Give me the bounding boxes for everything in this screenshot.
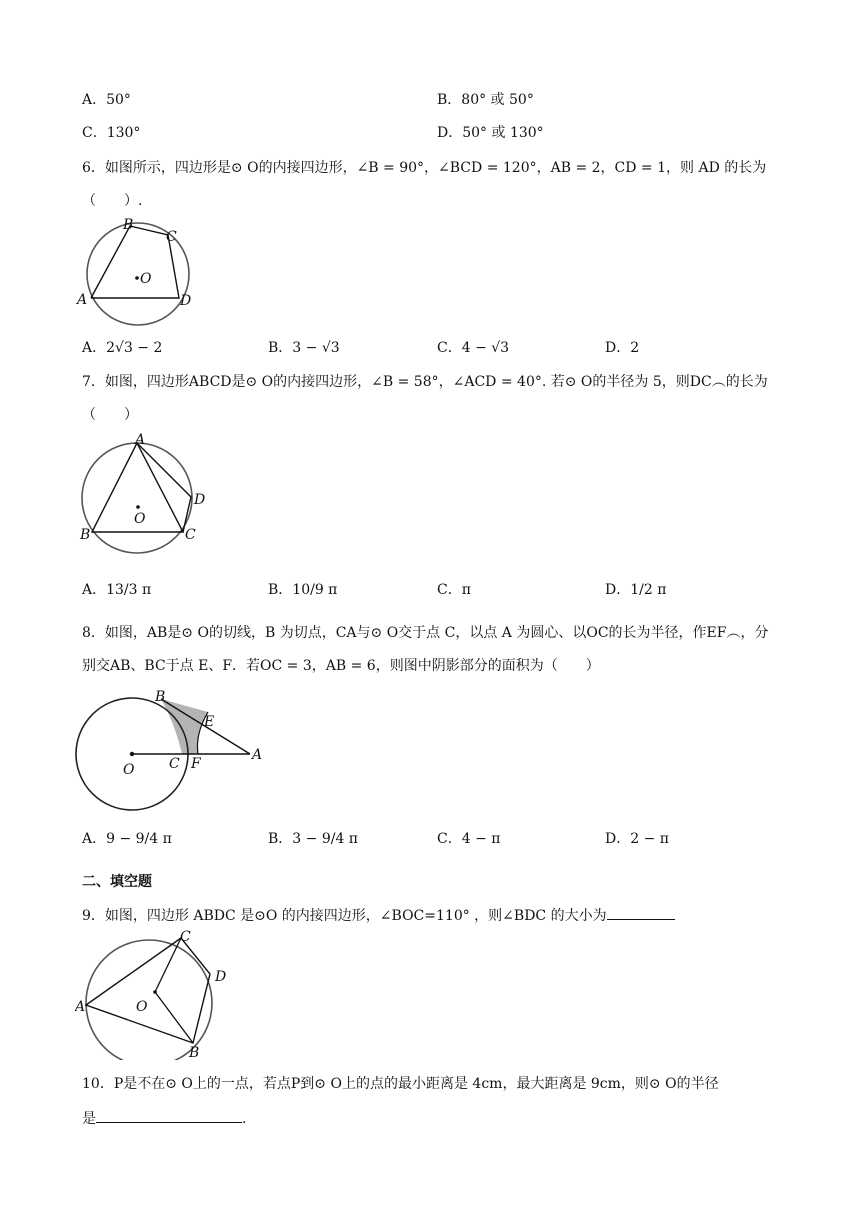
q8-center-dot xyxy=(130,752,134,756)
q8-option-d: D．2 − π xyxy=(605,831,669,847)
q6-option-a: A．2√3 − 2 xyxy=(82,340,163,356)
q7-option-b: B．10/9 π xyxy=(268,582,338,598)
q8-label-b: B xyxy=(155,690,166,705)
q7-option-a: A．13/3 π xyxy=(82,582,152,598)
q9-label-a: A xyxy=(75,999,86,1015)
q10-stem: 10．P是不在⊙ O上的一点，若点P到⊙ O上的点的最小距离是 4cm，最大距离是 9cm，则⊙ O的半径 xyxy=(82,1076,719,1092)
q7-option-c: C．π xyxy=(437,582,471,598)
q8-label-o: O xyxy=(123,762,135,778)
q6-label-o: O xyxy=(140,271,152,287)
q9-label-c: C xyxy=(180,929,191,945)
q7-stem: 7．如图，四边形ABCD是⊙ O的内接四边形，∠B = 58°，∠ACD = 40°. 若⊙ O的半径为 5，则DC︵的长为 xyxy=(82,374,768,390)
q8-label-e: E xyxy=(204,714,215,730)
q10-answer-blank xyxy=(96,1106,242,1123)
q7-option-d: D．1/2 π xyxy=(605,582,667,598)
q6-figure xyxy=(75,215,205,339)
q7-circle xyxy=(82,443,192,553)
q9-answer-blank xyxy=(607,903,675,920)
q7-label-c: C xyxy=(185,527,196,543)
q7-stem-continued: （ ） xyxy=(82,407,138,423)
q9-radius-ob xyxy=(155,992,193,1043)
q6-label-d: D xyxy=(180,293,192,309)
q8-option-b: B．3 − 9/4 π xyxy=(268,831,359,847)
q7-figure xyxy=(75,432,225,561)
q8-option-a: A．9 − 9/4 π xyxy=(82,831,172,847)
q9-radius-oc xyxy=(155,938,181,992)
q7-label-a: A xyxy=(135,432,146,448)
q5-option-d: D．50° 或 130° xyxy=(437,125,544,141)
q9-stem-row xyxy=(82,903,675,926)
q8-label-a: A xyxy=(252,747,263,763)
q6-option-b: B．3 − √3 xyxy=(268,340,340,356)
q8-stem-continued: 别交AB、BC于点 E、F．若OC = 3，AB = 6，则图中阴影部分的面积为（ ） xyxy=(82,658,600,674)
q8-stem: 8．如图，AB是⊙ O的切线，B 为切点，CA与⊙ O交于点 C，以点 A 为圆心、以OC的长为半径，作EF︵，分 xyxy=(82,625,769,641)
q9-stem: 9．如图，四边形 ABDC 是⊙O 的内接四边形，∠BOC=110° ，则∠BDC 的大小为 xyxy=(82,908,607,924)
q6-option-c: C．4 − √3 xyxy=(437,340,510,356)
q9-label-o: O xyxy=(136,999,148,1015)
q8-figure xyxy=(75,690,275,819)
q9-center-dot xyxy=(153,990,157,994)
q7-label-b: B xyxy=(80,527,91,543)
q6-center-dot xyxy=(135,276,139,280)
q8-label-c: C xyxy=(169,756,180,772)
q6-stem: 6．如图所示，四边形是⊙ O的内接四边形，∠B = 90°，∠BCD = 120°，AB = 2，CD = 1，则 AD 的长为 xyxy=(82,160,767,176)
q6-stem-continued: （ ）. xyxy=(82,193,143,209)
q6-label-b: B xyxy=(123,217,134,233)
q9-label-d: D xyxy=(215,969,227,985)
q5-option-a: A．50° xyxy=(82,92,131,108)
q8-option-c: C．4 − π xyxy=(437,831,501,847)
q10-stem-end: . xyxy=(242,1111,247,1127)
q8-label-f: F xyxy=(191,756,201,772)
q5-option-b: B．80° 或 50° xyxy=(437,92,534,108)
section-title: 二、填空题 xyxy=(82,874,152,890)
q7-label-o: O xyxy=(134,511,146,527)
q9-figure xyxy=(75,925,245,1064)
q10-stem-row xyxy=(82,1106,246,1129)
q6-label-c: C xyxy=(166,229,177,245)
q9-label-b: B xyxy=(189,1045,200,1060)
q7-label-d: D xyxy=(194,492,206,508)
q9-quadrilateral xyxy=(86,938,210,1043)
q10-stem-continued: 是 xyxy=(82,1111,96,1127)
q6-label-a: A xyxy=(77,292,88,308)
q7-center-dot xyxy=(136,505,140,509)
q6-option-d: D．2 xyxy=(605,340,640,356)
q5-option-c: C．130° xyxy=(82,125,141,141)
